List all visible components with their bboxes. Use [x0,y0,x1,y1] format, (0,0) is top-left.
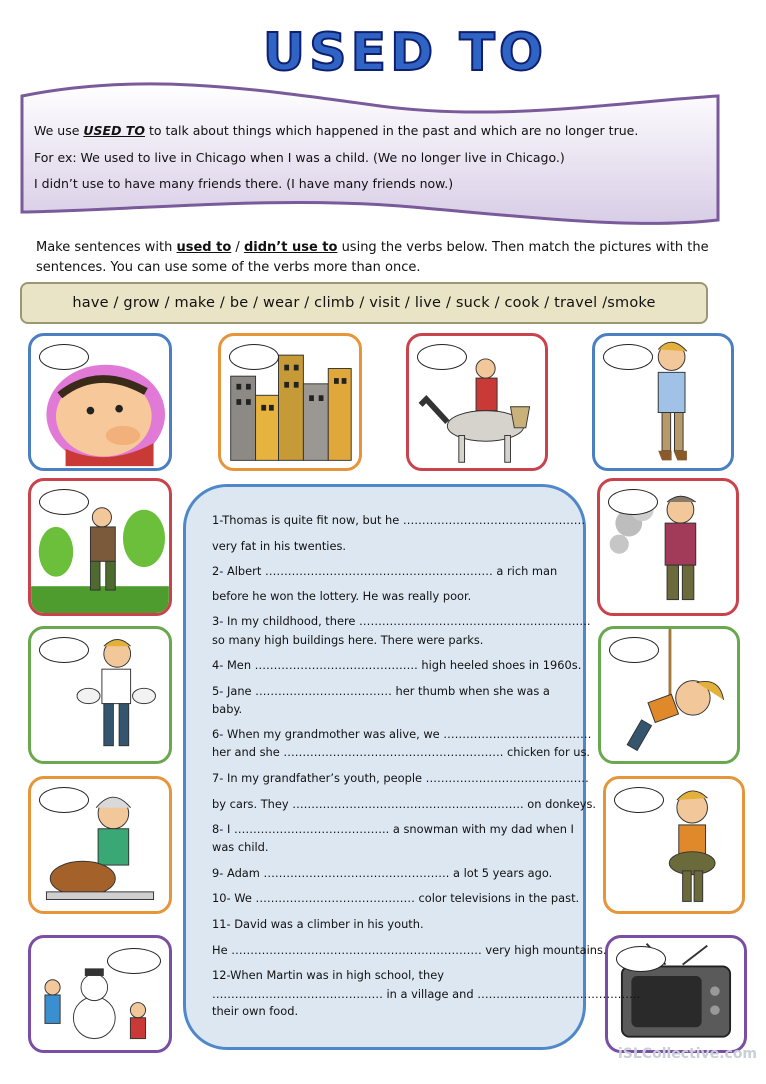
exercise-line: was child. [212,840,269,854]
answer-bubble[interactable] [107,948,161,974]
picture-poor-man [28,626,172,764]
exercise-line: 5- Jane ……………………………… her thumb when she was a [212,684,550,698]
answer-bubble[interactable] [39,637,89,663]
picture-fat-man [603,776,745,914]
verb-list: have / grow / make / be / wear / climb / visit / live / suck / cook / travel /smoke [20,282,708,324]
picture-climber [598,626,740,764]
intro-line-3: I didn’t use to have many friends there. (I have many friends now.) [34,176,454,191]
exercise-line: baby. [212,702,243,716]
exercise-line: before he won the lottery. He was really poor. [212,589,472,603]
answer-bubble[interactable] [229,344,279,370]
exercise-line: 3- In my childhood, there ……………………………………………………. [212,614,591,628]
exercise-line: their own food. [212,1004,299,1018]
picture-baby [28,333,172,471]
exercise-line: 2- Albert …………………………………………………… a rich man [212,564,558,578]
picture-gardener [28,478,172,616]
answer-bubble[interactable] [39,344,89,370]
answer-bubble[interactable] [608,489,658,515]
exercise-line: 8- I ………………………………….. a snowman with my dad when I [212,822,574,836]
picture-grandmother-cooking [28,776,172,914]
intro-line-2: For ex: We used to live in Chicago when I was a child. (We no longer live in Chicago.) [34,150,565,165]
picture-donkey [406,333,548,471]
answer-bubble[interactable] [616,946,666,972]
intro-line-1: We use USED TO to talk about things which happened in the past and which are no longer true. [34,123,639,138]
exercise-line: 7- In my grandfather’s youth, people ……………………………………. [212,771,589,785]
watermark: iSLCollective.com [618,1046,758,1062]
exercise-line: ……………………………………… in a village and ……………………………………. [212,987,641,1001]
picture-buildings [218,333,362,471]
exercise-line: 12-When Martin was in high school, they [212,968,444,982]
answer-bubble[interactable] [39,489,89,515]
exercise-line: very fat in his twenties. [212,539,347,553]
exercise-line: 10- We …………………………………… color televisions in the past. [212,891,580,905]
page-title [0,20,766,80]
picture-snowman [28,935,172,1053]
exercise-line: 11- David was a climber in his youth. [212,917,424,931]
answer-bubble[interactable] [417,344,467,370]
exercise-line: by cars. They ……………………………………………………. on donkeys. [212,797,597,811]
answer-bubble[interactable] [614,787,664,813]
picture-smoker [597,478,739,616]
page-title-text: USED TO [262,23,548,80]
exercise-line: 1-Thomas is quite fit now, but he ………………………………………… [212,513,586,527]
answer-bubble[interactable] [609,637,659,663]
answer-bubble[interactable] [39,787,89,813]
exercise-line: 4- Men ……………………………………. high heeled shoes in 1960s. [212,658,582,672]
exercise-line: He ………………………………………………………… very high mountains. [212,943,607,957]
exercise-line: 6- When my grandmother was alive, we ………………………………… [212,727,592,741]
exercise-line: her and she …………………………………………………. chicken for us. [212,745,591,759]
exercise-line: so many high buildings here. There were parks. [212,633,484,647]
answer-bubble[interactable] [603,344,653,370]
exercise-line: 9- Adam …………………………………………. a lot 5 years ago. [212,866,553,880]
instructions: Make sentences with used to / didn’t use to using the verbs below. Then match the pictures with the sentences. You can use some of the verbs more than once. [36,240,709,275]
picture-man-heels [592,333,734,471]
